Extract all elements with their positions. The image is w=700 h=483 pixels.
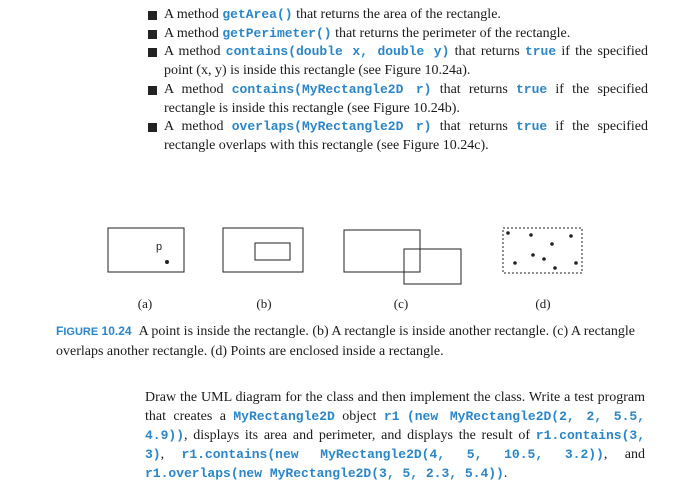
exercise-code: (new MyRectangle2D(2, 2, 5.5, 4.9)) xyxy=(145,409,645,443)
method-code: getArea() xyxy=(222,7,293,22)
point-dot xyxy=(513,261,517,265)
rectangle-a xyxy=(108,228,184,272)
keyword-code: true xyxy=(515,81,548,97)
point-dot xyxy=(506,231,510,235)
bullet-text: that returns the perimeter of the rectangle. xyxy=(331,25,571,41)
outer-rectangle-b xyxy=(223,228,303,272)
caption-text: A point is inside the rectangle. (b) A rectangle is inside another rectangle. (c) A rectangle overlaps another rectangle. (d) Points are enclosed inside a rectangle. xyxy=(56,324,636,359)
rectangle-c2 xyxy=(404,249,461,284)
panel-b xyxy=(223,228,303,272)
bullet-text: if the specified rectangle overlaps with this rectangle (see Figure 10.24c). xyxy=(164,119,648,153)
panel-a xyxy=(108,228,184,272)
bullet-text: that returns the area of the rectangle. xyxy=(292,7,501,22)
exercise-prose: , displays its area and perimeter, and displays the result of xyxy=(184,428,536,443)
panel-label-c: (c) xyxy=(393,296,409,311)
caption-label-smallcaps: IGURE xyxy=(63,326,99,338)
point-dot xyxy=(550,242,554,246)
point-dot xyxy=(165,260,169,264)
method-code: contains(double x, double y) xyxy=(225,44,450,60)
exercise-text xyxy=(145,388,645,483)
rectangle-c1 xyxy=(344,230,420,272)
panel-d xyxy=(503,228,582,273)
bullet-text: if the specified point (x, y) is inside this rectangle (see Figure 10.24a). xyxy=(164,44,649,79)
bullet-text: that returns xyxy=(431,119,516,135)
point-dot xyxy=(542,257,546,261)
panel-c xyxy=(344,230,461,284)
point-dot xyxy=(529,233,533,237)
panel-label-b: (b) xyxy=(256,296,272,311)
panel-label-d: (d) xyxy=(535,296,551,311)
panel-label-a: (a) xyxy=(137,296,153,311)
keyword-code: true xyxy=(524,44,557,60)
point-label: p xyxy=(156,241,163,253)
point-dot xyxy=(569,234,573,238)
figure-caption xyxy=(56,322,636,361)
exercise-code: r1 xyxy=(383,409,400,424)
bullet-text: if the specified rectangle is inside this rectangle (see Figure 10.24b). xyxy=(164,81,648,116)
exercise-prose: . xyxy=(503,466,508,481)
bullet-text: A method xyxy=(164,7,223,22)
bullet-text: A method xyxy=(164,119,232,135)
exercise-prose: Draw the UML diagram for the class and then implement the class. Write a test program that creates a xyxy=(145,390,645,424)
exercise-code: r1.contains(new MyRectangle2D(4, 5, 10.5, 3.2)) xyxy=(181,447,604,462)
exercise-prose xyxy=(400,409,407,424)
inner-rectangle-b xyxy=(255,243,290,260)
exercise-prose: , xyxy=(160,447,182,462)
point-dot xyxy=(574,261,578,265)
exercise-code: MyRectangle2D xyxy=(233,409,335,424)
caption-label-initial: F xyxy=(56,324,64,338)
bullet-text: A method xyxy=(164,25,223,41)
point-dot xyxy=(553,266,557,270)
bullet-text: that returns xyxy=(431,81,516,97)
point-dot xyxy=(531,253,535,257)
bullet-text: A method xyxy=(164,44,226,60)
exercise-prose: object xyxy=(334,409,384,424)
bullet-text: that returns xyxy=(449,44,525,60)
caption-number: 10.24 xyxy=(101,324,132,338)
caption-label xyxy=(56,324,132,338)
method-code: getPerimeter() xyxy=(222,25,332,41)
method-code: overlaps(MyRectangle2D r) xyxy=(231,119,432,135)
bullet-text: A method xyxy=(164,81,232,97)
method-code: contains(MyRectangle2D r) xyxy=(231,81,432,97)
exercise-prose: , and xyxy=(603,447,645,462)
exercise-code: r1.contains(3, 3) xyxy=(145,428,645,462)
exercise-code: r1.overlaps(new MyRectangle2D(3, 5, 2.3, 5.4)) xyxy=(145,466,504,481)
keyword-code: true xyxy=(515,119,548,135)
